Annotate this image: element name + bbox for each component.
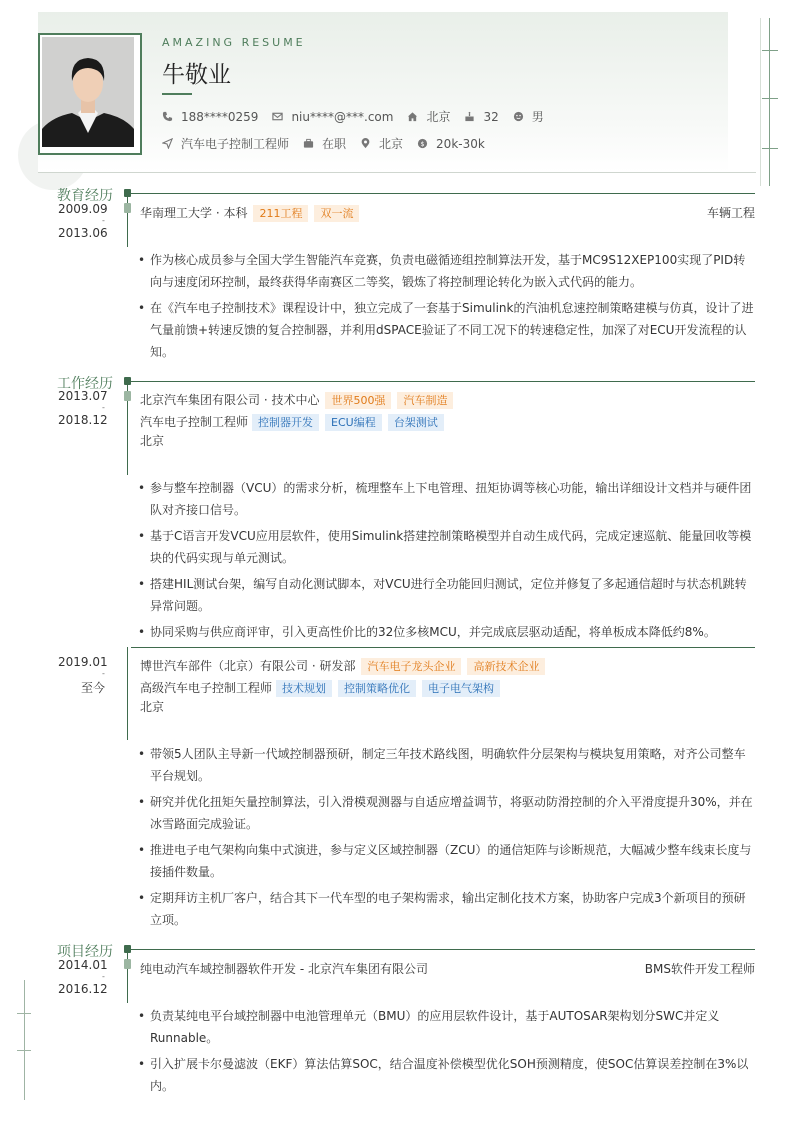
job-city: 北京 <box>140 434 165 448</box>
phone-text: 188****0259 <box>181 109 259 124</box>
job-end-date: 至今 <box>81 681 106 695</box>
project-section-title: 项目经历 <box>57 944 113 960</box>
target-position-text: 汽车电子控制工程师 <box>181 137 290 151</box>
phone-icon <box>162 111 173 122</box>
list-item: • 在《汽车电子控制技术》课程设计中，独立完成了一套基于Simulink的汽油机怠速控制策略建模与仿真，设计了进气量前馈+转速反馈的复合控制器，并利用dSPACE验证了不同工况下的转速稳定性，加深了对ECU开发流程的认知。 <box>138 297 754 363</box>
company-tag: 汽车制造 <box>397 392 453 409</box>
list-item: • 协同采购与供应商评审，引入更高性价比的32位多核MCU，并完成底层驱动适配，将单板成本降低约8%。 <box>138 621 754 643</box>
job-divider <box>131 647 755 648</box>
job-end-date: 2018.12 <box>58 413 108 427</box>
job-start-date: 2013.07 <box>58 389 108 403</box>
candidate-name: 牛敬业 <box>162 62 231 88</box>
list-item: • 搭建HIL测试台架，编写自动化测试脚本，对VCU进行全功能回归测试，定位并修复了多起通信超时与状态机跳转异常问题。 <box>138 573 754 617</box>
education-section-title: 教育经历 <box>57 188 113 204</box>
money-icon <box>417 138 428 149</box>
project-name: 纯电动汽车域控制器软件开发 - 北京汽车集团有限公司 <box>140 962 428 976</box>
project-end-date: 2016.12 <box>58 982 108 996</box>
avatar <box>42 37 134 147</box>
project-start-date: 2014.01 <box>58 958 108 972</box>
date-separator: - <box>102 972 105 981</box>
job-company-line <box>140 657 545 675</box>
education-entry-marker <box>124 203 131 213</box>
list-item: • 带领5人团队主导新一代域控制器预研，制定三年技术路线图，明确软件分层架构与模块复用策略，对齐公司整车平台规划。 <box>138 743 754 787</box>
mail-icon <box>272 111 283 122</box>
company-tag: 高新技术企业 <box>467 658 545 675</box>
job-role-line <box>140 679 500 697</box>
expected-salary-text: 20k-30k <box>436 136 485 151</box>
role-tag: 控制器开发 <box>252 414 319 431</box>
list-item: • 基于C语言开发VCU应用层软件，使用Simulink搭建控制策略模型并自动生成代码，完成定速巡航、能量回收等模块的代码实现与单元测试。 <box>138 525 754 569</box>
list-item: • 定期拜访主机厂客户，结合其下一代车型的电子架构需求，输出定制化技术方案，协助客户完成3个新项目的预研立项。 <box>138 887 754 931</box>
resume-subtitle: AMAZING RESUME <box>162 36 306 49</box>
residence-text: 北京 <box>426 110 451 124</box>
job-start-date: 2019.01 <box>58 655 108 669</box>
education-school-line <box>140 204 359 222</box>
right-decoration-line-light <box>760 18 761 186</box>
date-separator: - <box>102 669 105 678</box>
gender-text: 男 <box>531 110 544 124</box>
school-tag: 211工程 <box>253 205 308 222</box>
date-separator: - <box>102 403 105 412</box>
briefcase-icon <box>303 138 314 149</box>
project-entry-marker <box>124 959 131 969</box>
location-icon <box>360 138 371 149</box>
svg-text:$: $ <box>420 139 425 148</box>
role-tag: 电子电气架构 <box>422 680 500 697</box>
gender-icon <box>513 111 524 122</box>
left-decoration-tick <box>17 1013 31 1014</box>
job-role: 汽车电子控制工程师 <box>140 415 249 429</box>
role-tag: 控制策略优化 <box>338 680 416 697</box>
list-item: • 参与整车控制器（VCU）的需求分析，梳理整车上下电管理、扭矩协调等核心功能，输出详细设计文档并与硬件团队对齐接口信号。 <box>138 477 754 521</box>
education-description <box>138 249 754 367</box>
target-city-text: 北京 <box>379 137 404 151</box>
education-major: 车辆工程 <box>706 206 755 220</box>
list-item: • 负责某纯电平台域控制器中电池管理单元（BMU）的应用层软件设计，基于AUTOSAR架构划分SWC并定义Runnable。 <box>138 1005 754 1049</box>
project-section-marker <box>124 945 131 953</box>
education-section-rule <box>131 193 755 194</box>
name-underline <box>162 93 192 95</box>
work-section-title: 工作经历 <box>57 376 113 392</box>
right-decoration-tick <box>762 148 778 149</box>
school-tag: 双一流 <box>314 205 359 222</box>
education-section-marker <box>124 189 131 197</box>
education-end-date: 2013.06 <box>58 226 108 240</box>
project-section-rule <box>131 949 755 950</box>
job-description <box>138 743 754 935</box>
left-decoration-line <box>24 980 25 1100</box>
project-role: BMS软件开发工程师 <box>644 962 755 976</box>
company-tag: 世界500强 <box>325 392 391 409</box>
work-section-rule <box>131 381 755 382</box>
list-item: • 引入扩展卡尔曼滤波（EKF）算法估算SOC，结合温度补偿模型优化SOH预测精度，使SOC估算误差控制在3%以内。 <box>138 1053 754 1097</box>
list-item: • 作为核心成员参与全国大学生智能汽车竞赛，负责电磁循迹组控制算法开发，基于MC9S12XEP100实现了PID转向与速度闭环控制，最终获得华南赛区二等奖，锻炼了将控制理论转化为嵌入式代码的能力。 <box>138 249 754 293</box>
email-text: niu****@***.com <box>291 109 394 124</box>
job-role: 高级汽车电子控制工程师 <box>140 681 273 695</box>
send-icon <box>162 138 173 149</box>
school-name: 华南理工大学 · 本科 <box>140 206 248 220</box>
job-role-line <box>140 413 444 431</box>
header-divider <box>38 172 756 173</box>
home-icon <box>407 111 418 122</box>
job-intent-row <box>162 135 499 152</box>
right-decoration-tick <box>762 50 778 51</box>
contact-row <box>162 108 558 125</box>
avatar-portrait-icon <box>42 37 134 147</box>
age-text: 32 <box>483 109 499 124</box>
company-tag: 汽车电子龙头企业 <box>361 658 461 675</box>
work-section-marker <box>124 377 131 385</box>
education-start-date: 2009.09 <box>58 202 108 216</box>
job-status-text: 在职 <box>322 137 347 151</box>
date-separator: - <box>102 216 105 225</box>
left-decoration-tick <box>17 1050 31 1051</box>
job-description <box>138 477 754 647</box>
right-decoration-line <box>769 18 770 186</box>
job-city: 北京 <box>140 700 165 714</box>
list-item: • 推进电子电气架构向集中式演进，参与定义区域控制器（ZCU）的通信矩阵与诊断规范，大幅减少整车线束长度与接插件数量。 <box>138 839 754 883</box>
role-tag: 技术规划 <box>276 680 332 697</box>
company-name: 博世汽车部件（北京）有限公司 · 研发部 <box>140 659 356 673</box>
work-entry-marker <box>124 391 131 401</box>
role-tag: 台架测试 <box>388 414 444 431</box>
cake-icon <box>464 111 475 122</box>
company-name: 北京汽车集团有限公司 · 技术中心 <box>140 393 320 407</box>
role-tag: ECU编程 <box>325 414 382 431</box>
job-company-line <box>140 391 453 409</box>
project-description <box>138 1005 754 1101</box>
right-decoration-tick <box>762 98 778 99</box>
work-timeline <box>127 647 128 740</box>
list-item: • 研究并优化扭矩矢量控制算法，引入滑模观测器与自适应增益调节，将驱动防滑控制的介入平滑度提升30%，并在冰雪路面完成验证。 <box>138 791 754 835</box>
